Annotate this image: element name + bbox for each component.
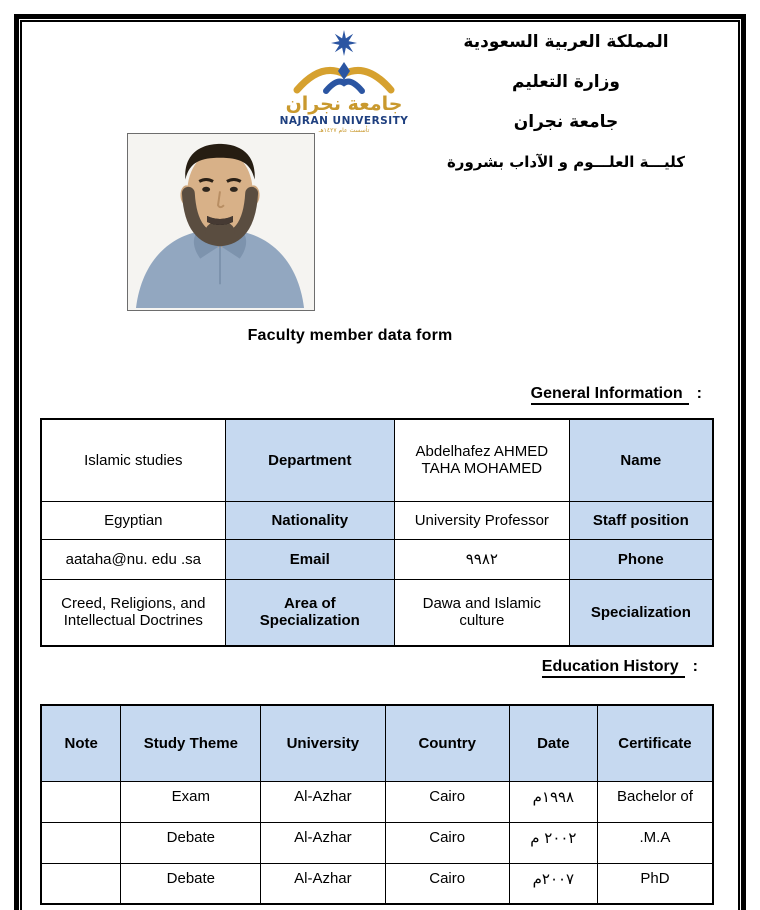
logo-english-name: NAJRAN UNIVERSITY bbox=[279, 115, 409, 127]
university-cell: Al-Azhar bbox=[261, 822, 385, 863]
education-table-header-row bbox=[41, 705, 713, 781]
logo-inner-v-icon bbox=[326, 82, 362, 91]
table-row bbox=[41, 781, 713, 822]
education-history-heading bbox=[542, 658, 698, 676]
date-cell: ٢٠٠٢ م bbox=[509, 822, 597, 863]
education-history-colon: : bbox=[692, 658, 698, 675]
email-label: Email bbox=[225, 539, 394, 579]
institution-header bbox=[398, 22, 734, 182]
logo-star-icon bbox=[331, 30, 357, 56]
page-title: Faculty member data form bbox=[247, 327, 453, 344]
faculty-portrait-icon bbox=[128, 134, 312, 308]
logo-arabic-name: جامعة نجران bbox=[285, 93, 403, 115]
general-information-heading-text: General Information bbox=[531, 385, 689, 405]
general-information-heading bbox=[531, 385, 702, 403]
country-cell: Cairo bbox=[385, 781, 509, 822]
country-column-header: Country bbox=[385, 705, 509, 781]
header-line-country: المملكة العربية السعودية bbox=[463, 32, 669, 52]
department-label: Department bbox=[225, 419, 394, 501]
logo-diamond-icon bbox=[338, 62, 350, 80]
department-value: Islamic studies bbox=[41, 419, 225, 501]
country-cell: Cairo bbox=[385, 822, 509, 863]
table-row bbox=[41, 579, 713, 646]
logo-founded-text: تأسست عام ١٤٢٧هـ bbox=[318, 127, 370, 134]
certificate-cell: PhD bbox=[597, 863, 713, 904]
area-of-specialization-label: Area of Specialization bbox=[225, 579, 394, 646]
general-information-table bbox=[40, 418, 714, 647]
date-column-header: Date bbox=[509, 705, 597, 781]
note-cell bbox=[41, 863, 121, 904]
general-information-colon: : bbox=[696, 385, 702, 402]
certificate-cell: .M.A bbox=[597, 822, 713, 863]
staff-position-value: University Professor bbox=[394, 501, 569, 539]
nationality-value: Egyptian bbox=[41, 501, 225, 539]
university-column-header: University bbox=[261, 705, 385, 781]
header-line-university: جامعة نجران bbox=[513, 112, 619, 132]
study-theme-cell: Exam bbox=[121, 781, 261, 822]
phone-label: Phone bbox=[569, 539, 713, 579]
specialization-value: Dawa and Islamic culture bbox=[394, 579, 569, 646]
date-cell: ٢٠٠٧م bbox=[509, 863, 597, 904]
note-cell bbox=[41, 781, 121, 822]
table-row bbox=[41, 822, 713, 863]
country-cell: Cairo bbox=[385, 863, 509, 904]
university-cell: Al-Azhar bbox=[261, 863, 385, 904]
study-theme-column-header: Study Theme bbox=[121, 705, 261, 781]
name-value: Abdelhafez AHMED TAHA MOHAMED bbox=[394, 419, 569, 501]
header-line-college: كليـــة العلـــوم و الآداب بشرورة bbox=[446, 153, 686, 171]
staff-position-label: Staff position bbox=[569, 501, 713, 539]
study-theme-cell: Debate bbox=[121, 863, 261, 904]
name-label: Name bbox=[569, 419, 713, 501]
certificate-cell: Bachelor of bbox=[597, 781, 713, 822]
area-of-specialization-value: Creed, Religions, and Intellectual Doctrines bbox=[41, 579, 225, 646]
phone-value: ٩٩٨٢ bbox=[394, 539, 569, 579]
study-theme-cell: Debate bbox=[121, 822, 261, 863]
table-row bbox=[41, 539, 713, 579]
faculty-photo bbox=[127, 133, 315, 311]
note-column-header: Note bbox=[41, 705, 121, 781]
header-line-ministry: وزارة التعليم bbox=[512, 72, 620, 92]
nationality-label: Nationality bbox=[225, 501, 394, 539]
education-history-heading-text: Education History bbox=[542, 658, 685, 678]
education-history-table bbox=[40, 704, 714, 905]
table-row bbox=[41, 863, 713, 904]
table-row bbox=[41, 419, 713, 501]
specialization-label: Specialization bbox=[569, 579, 713, 646]
table-row bbox=[41, 501, 713, 539]
date-cell: ١٩٩٨م bbox=[509, 781, 597, 822]
university-cell: Al-Azhar bbox=[261, 781, 385, 822]
note-cell bbox=[41, 822, 121, 863]
najran-university-logo bbox=[268, 28, 420, 134]
email-value: aataha@nu. edu .sa bbox=[41, 539, 225, 579]
logo-emblem-icon bbox=[268, 28, 420, 134]
certificate-column-header: Certificate bbox=[597, 705, 713, 781]
